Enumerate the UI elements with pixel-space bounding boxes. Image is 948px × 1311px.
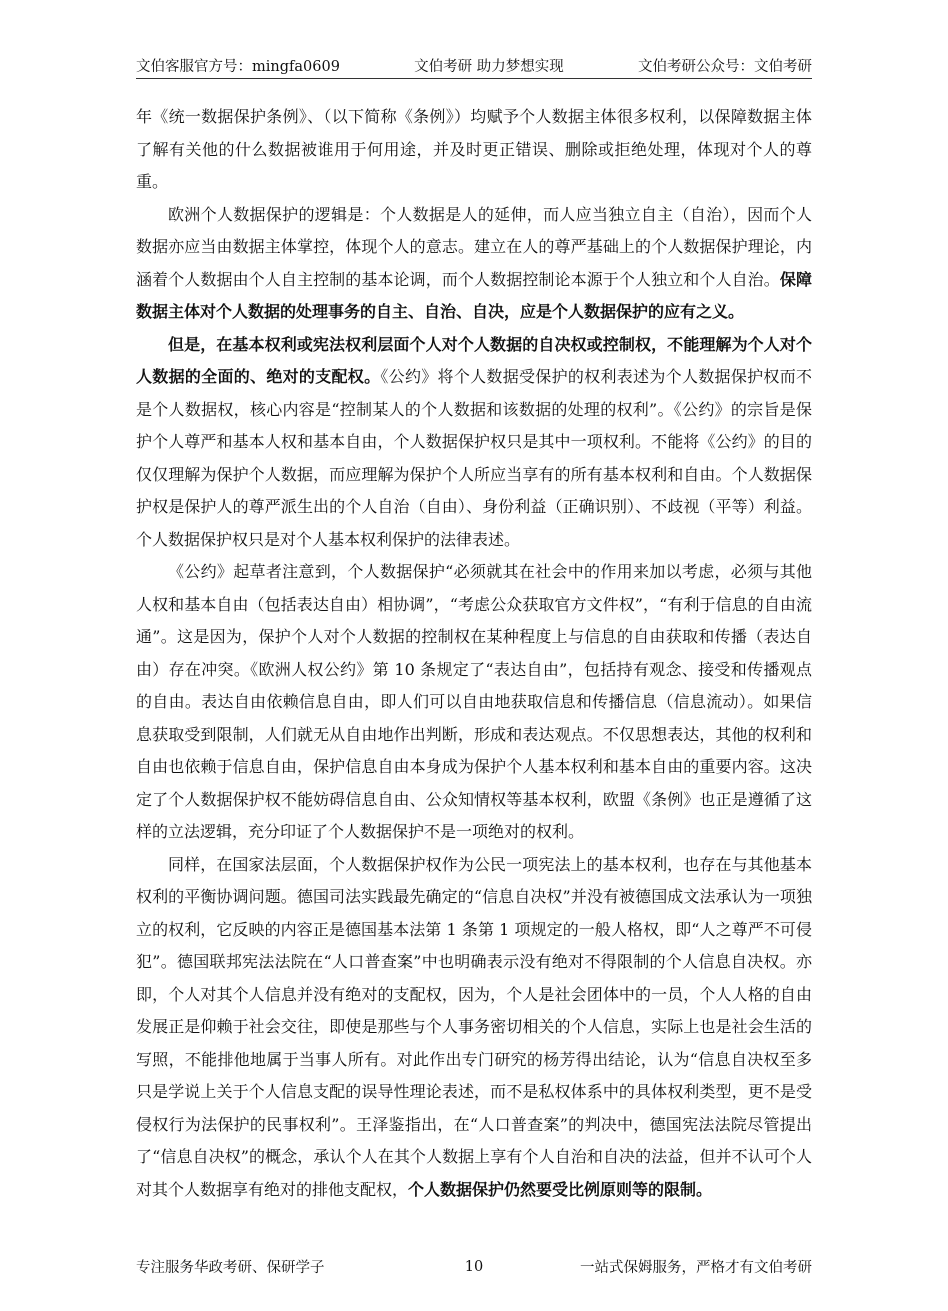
paragraph-1	[136, 101, 812, 199]
paragraph-4-text: 《公约》起草者注意到，个人数据保护“必须就其在社会中的作用来加以考虑，必须与其他人权和基本自由（包括表达自由）相协调”，“考虑公众获取官方文件权”，“有利于信息的自由流通”。这是因为，保护个人对个人数据的控制权在某种程度上与信息的自由获取和传播（表达自由）存在冲突。《欧洲人权公约》第 10 条规定了“表达自由”，包括持有观念、接受和传播观点的自由。表达自由依赖信息自由，即人们可以自由地获取信息和传播信息（信息流动）。如果信息获取受到限制，人们就无从自由地作出判断，形成和表达观点。不仅思想表达，其他的权利和自由也依赖于信息自由，保护信息自由本身成为保护个人基本权利和基本自由的重要内容。这决定了个人数据保护权不能妨碍信息自由、公众知情权等基本权利，欧盟《条例》也正是遵循了这样的立法逻辑，充分印证了个人数据保护不是一项绝对的权利。	[136, 562, 812, 841]
paragraph-3-text: 《公约》将个人数据受保护的权利表述为个人数据保护权而不是个人数据权，核心内容是“控制某人的个人数据和该数据的处理的权利”。《公约》的宗旨是保护个人尊严和基本人权和基本自由，个人数据保护权只是其中一项权利。不能将《公约》的目的仅仅理解为保护个人数据，而应理解为保护个人所应当享有的所有基本权利和自由。个人数据保护权是保护人的尊严派生出的个人自治（自由）、身份利益（正确识别）、不歧视（平等）利益。个人数据保护权只是对个人基本权利保护的法律表述。	[136, 367, 812, 549]
header-center-text: 文伯考研 助力梦想实现	[414, 59, 564, 75]
page-number: 10	[464, 1258, 484, 1275]
header-right-text: 文伯考研公众号：文伯考研	[638, 59, 812, 75]
paragraph-5	[136, 849, 812, 1207]
document-body	[136, 101, 812, 1206]
page-header	[136, 50, 812, 76]
header-left-text: 文伯客服官方号：mingfa0609	[136, 59, 340, 75]
page-footer	[136, 1256, 812, 1277]
paragraph-3	[136, 329, 812, 557]
paragraph-2-text: 欧洲个人数据保护的逻辑是：个人数据是人的延伸，而人应当独立自主（自治），因而个人数据亦应当由数据主体掌控，体现个人的意志。建立在人的尊严基础上的个人数据保护理论，内涵着个人数据由个人自主控制的基本论调，而个人数据控制论本源于个人独立和个人自治。	[136, 204, 812, 289]
paragraph-2	[136, 199, 812, 329]
paragraph-5-text: 同样，在国家法层面，个人数据保护权作为公民一项宪法上的基本权利，也存在与其他基本权利的平衡协调问题。德国司法实践最先确定的“信息自决权”并没有被德国成文法承认为一项独立的权利，它反映的内容正是德国基本法第 1 条第 1 项规定的一般人格权，即“人之尊严不可侵犯”。德国联邦宪法法院在“人口普查案”中也明确表示没有绝对不得限制的个人信息自决权。亦即，个人对其个人信息并没有绝对的支配权，因为，个人是社会团体中的一员，个人人格的自由发展正是仰赖于社会交往，即使是那些与个人事务密切相关的个人信息，实际上也是社会生活的写照，不能排他地属于当事人所有。对此作出专门研究的杨芳得出结论，认为“信息自决权至多只是学说上关于个人信息支配的误导性理论表述，而不是私权体系中的具体权利类型，更不是受侵权行为法保护的民事权利”。王泽鉴指出，在“人口普查案”的判决中，德国宪法法院尽管提出了“信息自决权”的概念，承认个人在其个人数据上享有个人自治和自决的法益，但并不认可个人对其个人数据享有绝对的排他支配权，	[136, 854, 812, 1199]
footer-left-text: 专注服务华政考研、保研学子	[136, 1260, 325, 1276]
paragraph-1-text: 年《统一数据保护条例》、（以下简称《条例》）均赋予个人数据主体很多权利，以保障数据主体了解有关他的什么数据被谁用于何用途，并及时更正错误、删除或拒绝处理，体现对个人的尊重。	[136, 107, 812, 191]
footer-right-text: 一站式保姆服务，严格才有文伯考研	[580, 1260, 812, 1276]
paragraph-3-emphasis: 但是，在基本权利或宪法权利层面个人对个人数据的自决权或控制权，不能理解为个人对个人数据的全面的、绝对的支配权。	[136, 334, 812, 386]
paragraph-2-emphasis: 保障数据主体对个人数据的处理事务的自主、自治、自决，应是个人数据保护的应有之义。	[136, 269, 812, 321]
header-divider	[136, 78, 812, 79]
paragraph-4	[136, 556, 812, 849]
paragraph-5-emphasis: 个人数据保护仍然要受比例原则等的限制。	[408, 1179, 713, 1199]
